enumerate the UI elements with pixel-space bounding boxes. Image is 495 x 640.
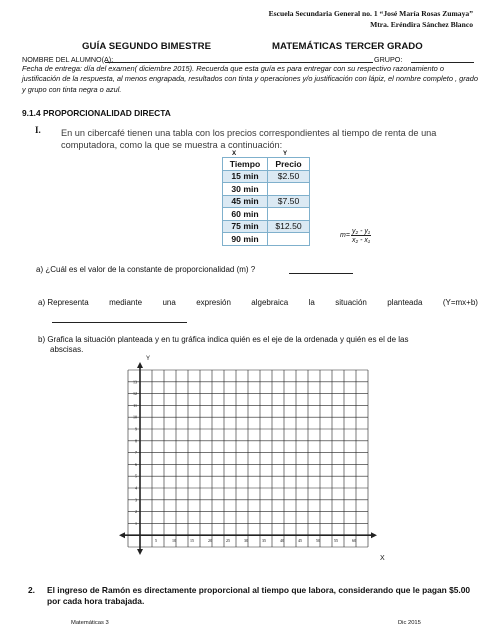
- tick-labels: [133, 379, 356, 543]
- table-row: [223, 183, 310, 196]
- column-y-label: Y: [283, 150, 288, 157]
- x-tick-label: 55: [334, 538, 338, 544]
- x-tick-label: 30: [244, 538, 248, 544]
- time-cell: 60 min: [223, 208, 268, 221]
- answer-b-field[interactable]: [52, 322, 187, 323]
- y-tick-label: 2: [135, 509, 137, 515]
- student-name-field[interactable]: [105, 62, 373, 63]
- y-tick-label: 1: [135, 520, 137, 526]
- footer-subject: Matemáticas 3: [71, 620, 109, 626]
- instructions: Fecha de entrega: día del examen( diciembre 2015). Recuerda que esta guía es para entregar con su respectivo razonamiento o justificación de la respuesta, al menos engrapada, resultados con tinta y operaciones y/o justificación con lápiz, el nombre completo , grado y grupo con tinta negra o azul.: [22, 64, 479, 94]
- footer-date: Dic 2015: [398, 620, 421, 626]
- question-b: [38, 298, 478, 307]
- table-row: [223, 220, 310, 233]
- qb-word: expresión: [196, 298, 231, 307]
- y-tick-label: 6: [135, 461, 137, 467]
- graph-grid[interactable]: [118, 362, 378, 574]
- question-2-number: 2.: [28, 585, 35, 595]
- y-tick-label: 4: [135, 485, 137, 491]
- table-row: [223, 208, 310, 221]
- school-name: Escuela Secundaria General no. 1 “José María Rosas Zumaya”: [268, 9, 473, 18]
- x-tick-label: 50: [316, 538, 320, 544]
- x-tick-label: 25: [226, 538, 230, 544]
- y-tick-label: 3: [135, 497, 137, 503]
- x-tick-label: 10: [172, 538, 176, 544]
- table-row: [223, 195, 310, 208]
- question-c: [38, 335, 478, 355]
- time-cell: 75 min: [223, 220, 268, 233]
- formula-denominator: x₂ - x₁: [352, 237, 371, 244]
- subject-title: MATEMÁTICAS TERCER GRADO: [272, 41, 423, 52]
- qb-word: mediante: [109, 298, 143, 307]
- guide-title: GUÍA SEGUNDO BIMESTRE: [82, 41, 212, 52]
- qb-word: a) Representa: [38, 298, 89, 307]
- student-name-label: NOMBRE DEL ALUMNO(A):: [22, 55, 114, 64]
- problem-statement: En un cibercafé tienen una tabla con los precios correspondientes al tiempo de renta de una computadora, como la que se muestra a continuación:: [61, 128, 437, 150]
- y-tick-label: 11: [133, 402, 137, 408]
- price-cell: $12.50: [268, 220, 310, 233]
- question-number: I.: [35, 125, 41, 135]
- y-tick-label: 10: [133, 414, 137, 420]
- teacher-name: Mtra. Eréndira Sánchez Blanco: [370, 20, 473, 29]
- x-axis-label: X: [380, 555, 385, 562]
- time-cell: 90 min: [223, 233, 268, 246]
- school-header: [269, 8, 473, 30]
- y-axis-arrow-up: [137, 362, 143, 368]
- price-cell[interactable]: [268, 233, 310, 246]
- question-a: a) ¿Cuál es el valor de la constante de proporcionalidad (m) ?: [36, 265, 256, 274]
- x-tick-label: 15: [190, 538, 194, 544]
- qb-word: situación: [335, 298, 367, 307]
- y-tick-label: 12: [133, 391, 137, 397]
- time-cell: 30 min: [223, 183, 268, 196]
- table-row: [223, 170, 310, 183]
- y-tick-label: 9: [135, 426, 137, 432]
- qb-word: una: [162, 298, 176, 307]
- x-axis-arrow-right: [371, 532, 377, 538]
- x-axis-arrow-left: [119, 532, 125, 538]
- question-c-line2: abscisas.: [50, 345, 84, 354]
- x-tick-label: 40: [280, 538, 284, 544]
- question-c-line1: b) Grafica la situación planteada y en tu gráfica indica quién es el eje de la ordenada y quién es el de las: [38, 335, 409, 344]
- section-heading: 9.1.4 PROPORCIONALIDAD DIRECTA: [22, 108, 171, 118]
- table-row: [223, 233, 310, 246]
- y-axis-arrow-down: [137, 549, 143, 555]
- qb-word: (Y=mx+b): [442, 298, 478, 307]
- y-tick-label: 13: [133, 379, 137, 385]
- column-x-label: X: [232, 150, 237, 157]
- qb-word: planteada: [387, 298, 423, 307]
- formula-prefix: m=: [340, 232, 350, 239]
- header-price: Precio: [268, 158, 310, 171]
- x-tick-label: 20: [208, 538, 212, 544]
- time-cell: 15 min: [223, 170, 268, 183]
- formula-numerator: y₂ - y₁: [352, 228, 371, 235]
- qb-word: la: [308, 298, 315, 307]
- price-cell: $2.50: [268, 170, 310, 183]
- price-cell: $7.50: [268, 195, 310, 208]
- y-axis-label: Y: [146, 356, 151, 362]
- price-cell[interactable]: [268, 208, 310, 221]
- group-label: GRUPO:: [374, 55, 403, 64]
- qb-word: algebraica: [251, 298, 289, 307]
- price-cell[interactable]: [268, 183, 310, 196]
- x-tick-label: 35: [262, 538, 266, 544]
- price-table: [222, 157, 310, 246]
- header-time: Tiempo: [223, 158, 268, 171]
- answer-a-field[interactable]: [289, 273, 353, 274]
- y-tick-label: 7: [135, 450, 137, 456]
- y-tick-label: 5: [135, 473, 137, 479]
- x-tick-label: 45: [298, 538, 302, 544]
- y-tick-label: 8: [135, 438, 137, 444]
- group-field[interactable]: [411, 62, 474, 63]
- x-tick-label: 60: [352, 538, 356, 544]
- time-cell: 45 min: [223, 195, 268, 208]
- table-header-row: [223, 158, 310, 171]
- x-tick-label: 5: [155, 538, 157, 544]
- grid-lines: [128, 370, 368, 547]
- question-2-text: El ingreso de Ramón es directamente proporcional al tiempo que labora, considerando que le pagan $5.00 por cada hora trabajada.: [47, 585, 471, 606]
